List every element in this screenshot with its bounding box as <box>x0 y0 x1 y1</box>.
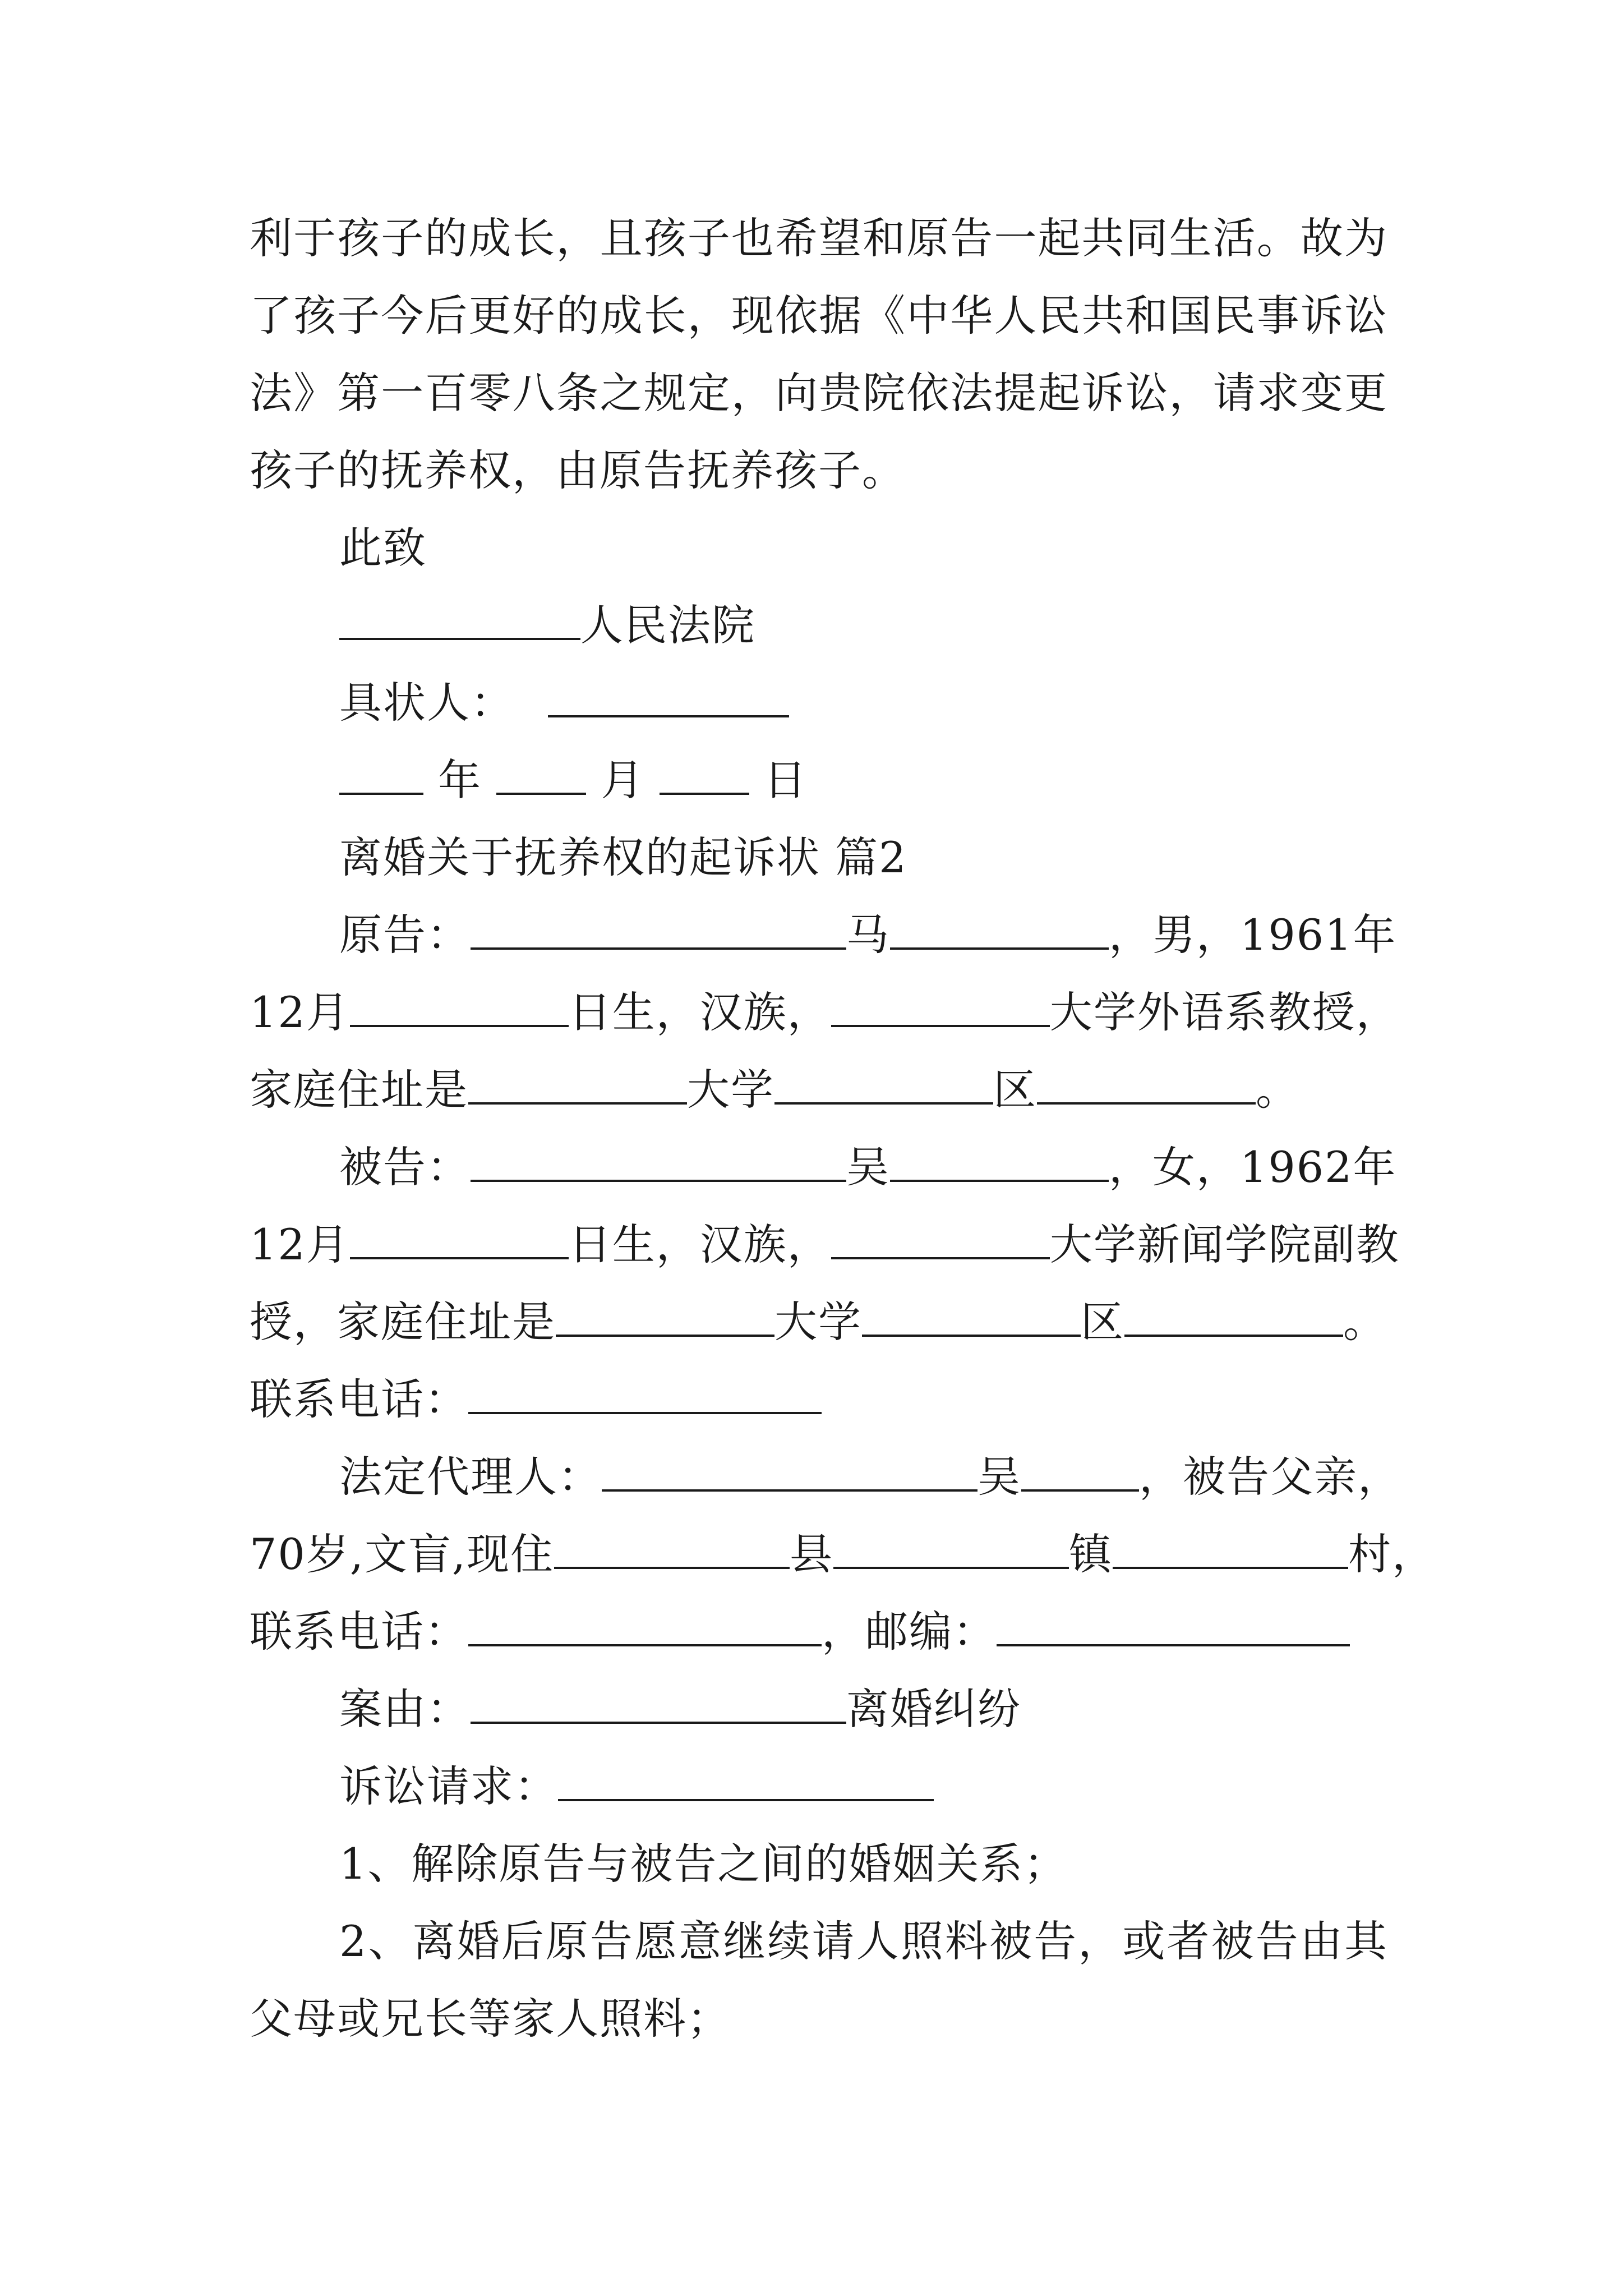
text: 授，家庭住址是 <box>250 1297 556 1347</box>
blank <box>997 1611 1350 1646</box>
claim-item-2-line-2: 父母或兄长等家人照料； <box>250 1994 731 2044</box>
paragraph-line-3: 法》第一百零八条之规定，向贵院依法提起诉讼，请求变更 <box>250 368 1388 418</box>
date-line <box>250 749 1388 811</box>
blank <box>468 1069 687 1105</box>
phone-label: 联系电话： <box>250 1374 468 1424</box>
paragraph-line-4: 孩子的抚养权，由原告抚养孩子。 <box>250 445 906 495</box>
blank <box>1124 1301 1343 1337</box>
blank <box>831 1223 1050 1259</box>
claims-line <box>250 1756 1388 1818</box>
phone-label: 联系电话： <box>250 1607 468 1657</box>
defendant-line-1 <box>250 1137 1397 1198</box>
paragraph-line-1: 利于孩子的成长，且孩子也希望和原告一起共同生活。故为 <box>250 213 1388 263</box>
representative-line-2 <box>250 1524 1436 1585</box>
text: 县 <box>790 1529 834 1579</box>
text: 大学 <box>687 1065 774 1115</box>
defendant-line-2 <box>250 1214 1400 1276</box>
blank-signer <box>548 682 789 717</box>
representative-label: 法定代理人： <box>339 1452 602 1502</box>
blank <box>350 1223 569 1259</box>
text: 吴 <box>978 1452 1021 1502</box>
plaintiff-label: 原告： <box>339 910 471 960</box>
blank-year <box>339 759 423 795</box>
blank <box>471 1688 846 1724</box>
defendant-phone-line <box>250 1369 1388 1430</box>
court-label: 人民法院 <box>580 600 755 650</box>
representative-line-1 <box>250 1446 1401 1508</box>
text: 区 <box>993 1065 1037 1115</box>
blank <box>862 1301 1081 1337</box>
blank <box>471 914 846 950</box>
defendant-surname: 吴 <box>846 1142 890 1192</box>
defendant-label: 被告： <box>339 1142 471 1192</box>
blank <box>602 1456 978 1492</box>
blank <box>831 991 1050 1027</box>
text: 家庭住址是 <box>250 1065 468 1115</box>
plaintiff-surname: 马 <box>846 910 890 960</box>
text: 12月 <box>250 1220 350 1269</box>
blank <box>890 914 1109 950</box>
blank <box>468 1611 822 1646</box>
defendant-line-3 <box>250 1291 1388 1353</box>
blank <box>350 991 569 1027</box>
text: ，被告父亲， <box>1139 1452 1401 1502</box>
text: 日生，汉族， <box>568 1220 831 1269</box>
text: 12月 <box>250 987 350 1037</box>
blank <box>1113 1533 1348 1569</box>
plaintiff-line-2 <box>250 982 1400 1043</box>
paragraph-line-2: 了孩子今后更好的成长，现依据《中华人民共和国民事诉讼 <box>250 291 1388 341</box>
text: 大学外语系教授， <box>1049 987 1400 1037</box>
court-line <box>250 595 1388 656</box>
text: 日生，汉族， <box>568 987 831 1037</box>
text: 镇 <box>1069 1529 1113 1579</box>
blank <box>558 1765 934 1801</box>
claim-item-2-line-1: 2、离婚后原告愿意继续请人照料被告，或者被告由其 <box>339 1916 1388 1966</box>
blank-court <box>339 604 580 640</box>
blank <box>468 1378 822 1414</box>
text: 。 <box>1343 1297 1387 1347</box>
blank <box>774 1069 993 1105</box>
blank <box>556 1301 774 1337</box>
postcode-label: ，邮编： <box>822 1607 997 1657</box>
text: 70岁,文盲,现住 <box>250 1529 555 1579</box>
plaintiff-line-3 <box>250 1059 1388 1121</box>
blank-day <box>660 759 749 795</box>
defendant-info: ，女，1962年 <box>1109 1142 1397 1192</box>
blank <box>1021 1456 1139 1492</box>
text: 大学新闻学院副教 <box>1049 1220 1400 1269</box>
blank-month <box>496 759 586 795</box>
cause-value: 离婚纠纷 <box>846 1684 1021 1734</box>
claim-item-1: 1、解除原告与被告之间的婚姻关系； <box>339 1839 1068 1889</box>
day-label: 日 <box>763 755 808 805</box>
text: 村， <box>1348 1529 1436 1579</box>
text: 区 <box>1081 1297 1124 1347</box>
month-label: 月 <box>601 755 645 805</box>
cause-line <box>250 1678 1388 1740</box>
representative-line-3 <box>250 1601 1388 1663</box>
text: 。 <box>1256 1065 1299 1115</box>
claims-label: 诉讼请求： <box>339 1761 558 1811</box>
blank <box>833 1533 1069 1569</box>
blank <box>890 1146 1109 1182</box>
text: 大学 <box>774 1297 862 1347</box>
blank <box>554 1533 790 1569</box>
blank <box>471 1146 846 1182</box>
blank <box>1037 1069 1256 1105</box>
plaintiff-info: ，男，1961年 <box>1109 910 1397 960</box>
year-label: 年 <box>438 755 482 805</box>
cause-label: 案由： <box>339 1684 471 1734</box>
salutation: 此致 <box>339 523 427 573</box>
signer-label: 具状人： <box>339 678 514 728</box>
section-heading: 离婚关于抚养权的起诉状 篇2 <box>339 832 907 882</box>
signer-line <box>250 672 1388 734</box>
plaintiff-line-1 <box>250 904 1397 966</box>
